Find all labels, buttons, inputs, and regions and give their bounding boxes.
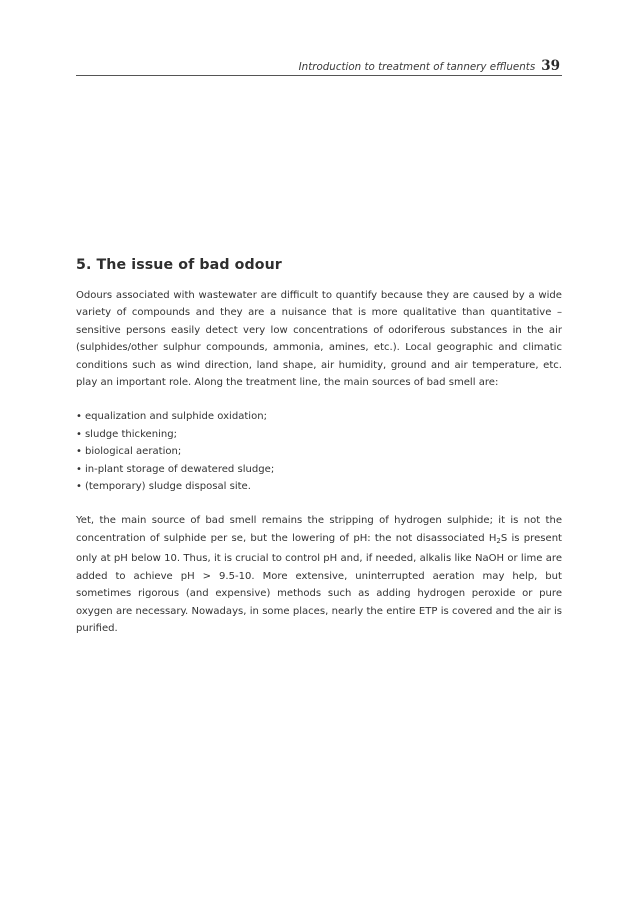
bullet-marker: •	[76, 463, 82, 475]
bullet-marker: •	[76, 481, 82, 493]
page-number: 39	[541, 58, 560, 74]
paragraph-text-start: Yet, the main source of bad smell remains the stripping of hydrogen sulphide; it is not the concentration of sulphide per se, but the lowering of pH: the not disassociated H	[76, 515, 562, 544]
list-item-text: in-plant storage of dewatered sludge;	[84, 463, 275, 475]
list-item-text: (temporary) sludge disposal site.	[84, 481, 251, 493]
list-item-text: equalization and sulphide oxidation;	[84, 411, 267, 423]
list-item-text: biological aeration;	[84, 446, 182, 458]
list-item	[76, 478, 562, 495]
list-item	[76, 426, 562, 443]
list-item	[76, 443, 562, 460]
bullet-marker: •	[76, 428, 82, 440]
paragraph-hydrogen-sulphide	[76, 512, 562, 637]
paragraph-text-end: S is present only at pH below 10. Thus, it is crucial to control pH and, if needed, alkalis like NaOH or lime are added to achieve pH > 9.5-10. More extensive, uninterrupted aeration may help, but sometimes rigorous (and expensive) methods such as adding hydrogen peroxide or pure oxygen are necessary. Nowadays, in some places, nearly the entire ETP is covered and the air is purified.	[76, 532, 562, 634]
header-rule	[76, 75, 562, 76]
running-header	[299, 58, 560, 74]
section-content	[76, 256, 562, 637]
bullet-marker: •	[76, 446, 82, 458]
formula-subscript: 2	[496, 536, 501, 545]
odour-sources-list	[76, 408, 562, 495]
paragraph-odour-sources: Odours associated with wastewater are difficult to quantify because they are caused by a wide variety of compounds and they are a nuisance that is more qualitative than quantitative – sensitive persons easily detect very low concentrations of odoriferous substances in the air (sulphides/other sulphur compounds, ammonia, amines, etc.). Local geographic and climatic conditions such as wind direction, land shape, air humidity, ground and air temperature, etc. play an important role. Along the treatment line, the main sources of bad smell are:	[76, 290, 562, 389]
list-item	[76, 408, 562, 425]
bullet-marker: •	[76, 411, 82, 423]
list-item-text: sludge thickening;	[84, 428, 178, 440]
running-header-title: Introduction to treatment of tannery effluents	[298, 61, 536, 73]
section-heading: 5. The issue of bad odour	[76, 257, 282, 273]
list-item	[76, 461, 562, 478]
